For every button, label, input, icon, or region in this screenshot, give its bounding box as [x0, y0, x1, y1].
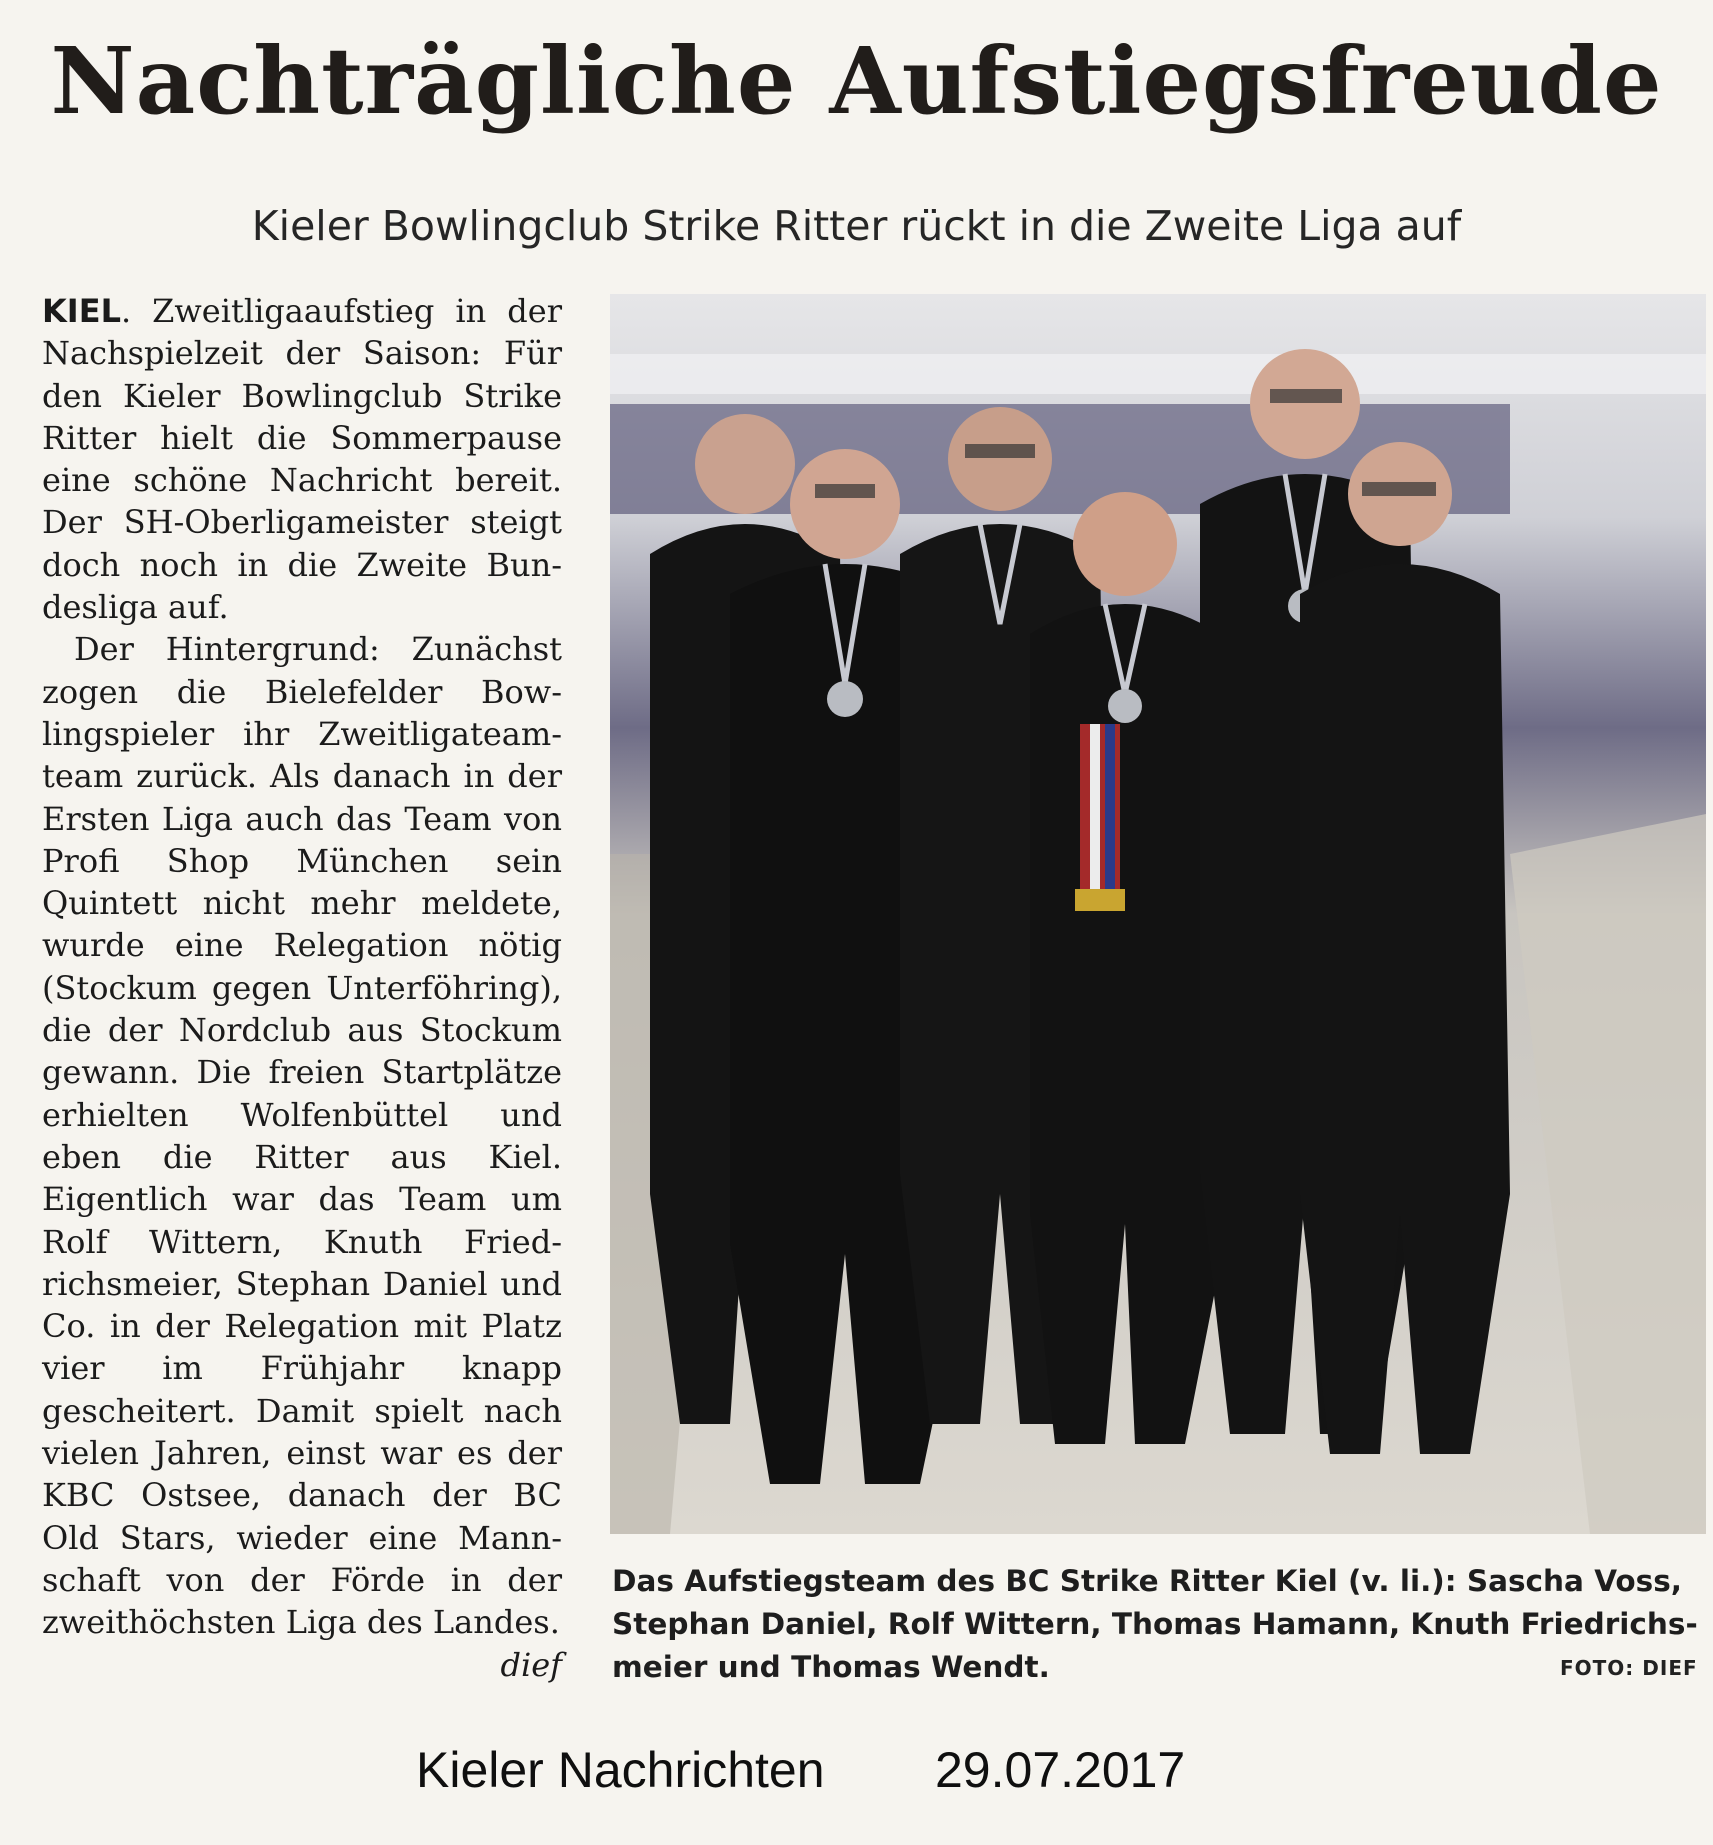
article-paragraph-2-text: Der Hintergrund: Zunächst zogen die Bielefelder Bowlingspieler ihr Zweitligateamteam zurück. Als danach in der Ersten Liga auch das Team von Profi Shop München sein Quintett nicht mehr meldete, wurde eine Relegation nötig (Stockum gegen Unterföhring), die der Nordclub aus Stockum gewann. Die freien Startplätze erhielten Wolfenbüttel und eben die Ritter aus Kiel. Eigentlich war das Team um Rolf Wittern, Knuth Friedrichsmeier, Stephan Daniel und Co. in der Relegation mit Platz vier im Frühjahr knapp gescheitert. Damit spielt nach vielen Jahren, einst war es der KBC Ostsee, danach der BC Old Stars, wieder eine Mannschaft von der Förde in der zweithöchsten Liga des Landes.: [42, 630, 562, 1642]
subheadline: Kieler Bowlingclub Strike Ritter rückt in die Zweite Liga auf: [251, 202, 1462, 250]
article-paragraph-1-text: . Zweitligaaufstieg in der Nachspielzeit der Saison: Für den Kieler Bowlingclub Strike Ritter hielt die Sommerpause eine schöne Nachricht bereit. Der SH-Oberligameister steigt doch noch in die Zweite Bundesliga auf.: [42, 292, 562, 627]
photo-caption: Das Aufstiegsteam des BC Strike Ritter Kiel (v. li.): Sascha Voss, Stephan Daniel, Rolf Wittern, Thomas Hamann, Knuth Friedrichsmeier und Thomas Wendt.: [612, 1564, 1698, 1684]
article-paragraph-2: [42, 628, 562, 1684]
headline: Nachträgliche Aufstiegsfreude: [50, 27, 1663, 135]
footer-source: Kieler Nachrichten: [416, 1742, 825, 1798]
footer-date: 29.07.2017: [935, 1742, 1186, 1798]
article-paragraph-1: [42, 290, 562, 628]
author-initials: dief: [500, 1645, 562, 1684]
team-photo-illustration: [610, 294, 1706, 1534]
photo-credit: FOTO: DIEF: [1560, 1656, 1698, 1680]
article-body: [42, 290, 562, 1686]
dateline: KIEL: [42, 292, 121, 330]
team-photo: [610, 294, 1706, 1534]
